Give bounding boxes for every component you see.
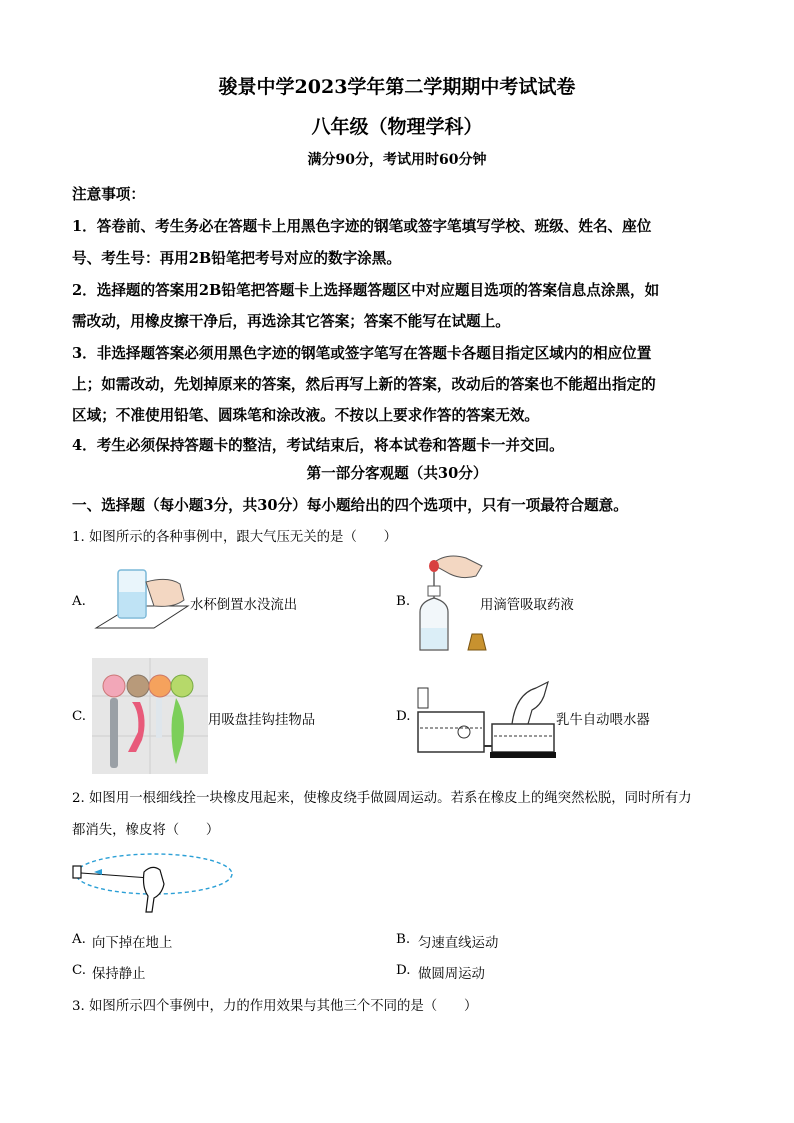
notice-heading: 注意事项：: [72, 186, 145, 203]
eraser-rotation-image: [70, 846, 240, 916]
notice-line: 区域；不准使用铅笔、圆珠笔和涂改液。不按以上要求作答的答案无效。: [72, 407, 540, 424]
q1-option-c-letter: C.: [72, 709, 87, 724]
q1-option-d-text: 乳牛自动喂水器: [556, 713, 650, 728]
notice-line: 需改动，用橡皮擦干净后，再选涂其它答案；答案不能写在试题上。: [72, 313, 510, 330]
notice-line: 2．选择题的答案用2B铅笔把答题卡上选择题答题区中对应题目选项的答案信息点涂黑，如: [72, 282, 660, 299]
inverted-cup-image: [92, 562, 190, 636]
q1-option-b-text: 用滴管吸取药液: [480, 598, 574, 613]
score-info: 满分90分，考试用时60分钟: [307, 152, 487, 168]
q2-option-c-letter: C.: [72, 963, 87, 978]
q2-option-b-letter: B.: [396, 932, 411, 947]
q2-option-c-text: 保持静止: [92, 967, 146, 982]
notice-line: 3．非选择题答案必须用黑色字迹的钢笔或签字笔写在答题卡各题目指定区域内的相应位置: [72, 345, 652, 362]
q1-option-d-letter: D.: [396, 709, 411, 724]
suction-hooks-image: [92, 658, 208, 774]
notice-line: 1．答卷前、考生务必在答题卡上用黑色字迹的钢笔或签字笔填写学校、班级、姓名、座位: [72, 218, 652, 235]
part-title: 第一部分客观题（共30分）: [306, 465, 488, 482]
q2-option-b-text: 匀速直线运动: [418, 936, 499, 951]
exam-title: 骏景中学2023学年第二学期期中考试试卷: [218, 76, 576, 98]
q1-stem: 1. 如图所示的各种事例中，跟大气压无关的是（ ）: [72, 530, 398, 545]
q2-option-d-text: 做圆周运动: [418, 967, 485, 982]
q2-stem-line1: 2. 如图用一根细线拴一块橡皮甩起来，使橡皮绕手做圆周运动。若系在橡皮上的绳突然松脱，同时所有力: [72, 791, 692, 806]
exam-subtitle: 八年级（物理学科）: [311, 116, 483, 138]
q3-stem: 3. 如图所示四个事例中，力的作用效果与其他三个不同的是（ ）: [72, 999, 478, 1014]
q1-option-b-letter: B.: [396, 594, 411, 609]
q1-option-a-letter: A.: [72, 594, 86, 609]
question-type-title: 一、选择题（每小题3分，共30分）每小题给出的四个选项中，只有一项最符合题意。: [72, 497, 628, 514]
q2-option-a-letter: A.: [72, 932, 86, 947]
q1-option-c-text: 用吸盘挂钩挂物品: [208, 713, 316, 728]
q2-option-d-letter: D.: [396, 963, 411, 978]
notice-line: 上；如需改动，先划掉原来的答案，然后再写上新的答案，改动后的答案也不能超出指定的: [72, 376, 656, 393]
q2-option-a-text: 向下掉在地上: [92, 936, 173, 951]
notice-line: 号、考生号：再用2B铅笔把考号对应的数字涂黑。: [72, 250, 401, 267]
cow-waterer-image: [412, 664, 560, 760]
q2-stem-line2: 都消失，橡皮将（ ）: [72, 823, 220, 838]
q1-option-a-text: 水杯倒置水没流出: [190, 598, 298, 613]
notice-line: 4．考生必须保持答题卡的整洁，考试结束后，将本试卷和答题卡一并交回。: [72, 437, 564, 454]
